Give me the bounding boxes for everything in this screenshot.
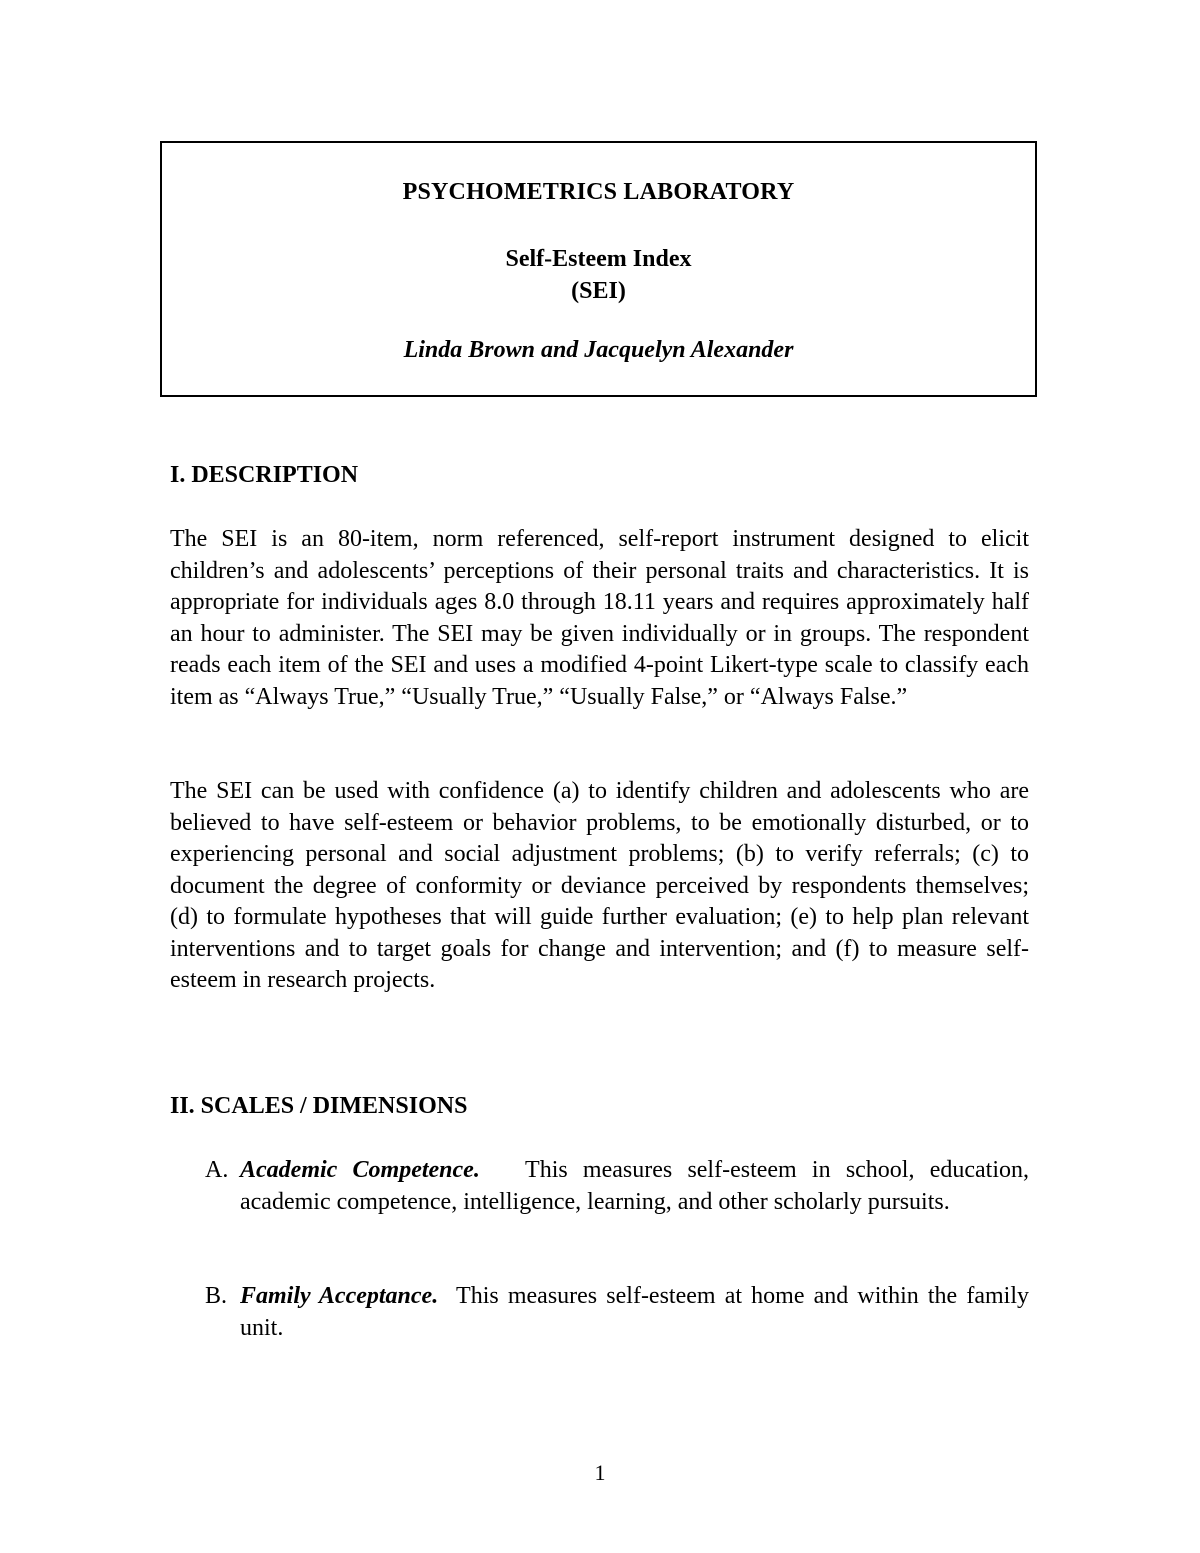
list-item-text: This measures self-esteem in school, education, academic competence, intelligence, learning, and other scholarly pursuits. [240,1157,1029,1215]
list-item-text: This measures self-esteem at home and within the family unit. [240,1283,1029,1341]
instrument-title [162,243,1035,307]
section-heading-scales: II. SCALES / DIMENSIONS [170,1093,468,1119]
list-item-body [240,1155,1029,1218]
list-item-term: Family Acceptance. [240,1283,439,1309]
list-item [205,1155,1029,1218]
description-paragraph-2 [170,776,1029,997]
list-item-letter: A. [205,1157,229,1183]
description-paragraph-1: The SEI is an 80-item, norm referenced, self-report instrument designed to elicit children’s and adolescents’ perceptions of their personal traits and characteristics. It is appropriate for individuals ages 8.0 through 18.11 years and requires approximately half an hour to administer. The SEI may be given individually or in groups. The respondent reads each item of the SEI and uses a modified 4-point Likert-type scale to classify each item as “Always True,” “Usually True,” “Usually False,” or “Always False.” [170,526,1029,710]
instrument-name: Self-Esteem Index [505,246,692,272]
description-paragraph-2-text: The SEI can be used with confidence (a) to identify children and adolescents who are believed to have self-esteem or behavior problems, to be emotionally disturbed, or to experiencing personal and social adjustment problems; (b) to verify referrals; (c) to document the degree of conformity or deviance perceived by respondents themselves; (d) to formulate hypotheses that will guide further evaluation; (e) to help plan relevant interventions and to target goals for change and intervention; and (f) to measure self-esteem in research projects. [170,778,1029,993]
list-item-letter: B. [205,1283,228,1309]
authors: Linda Brown and Jacquelyn Alexander [403,337,794,363]
list-item-term: Academic Competence. [240,1157,480,1183]
list-item [205,1281,1029,1344]
list-item-body [240,1281,1029,1344]
page-number: 1 [594,1460,606,1485]
lab-name: PSYCHOMETRICS LABORATORY [402,179,795,205]
title-box [160,141,1037,397]
instrument-abbrev: (SEI) [571,278,626,304]
section-heading-description: I. DESCRIPTION [170,462,359,488]
